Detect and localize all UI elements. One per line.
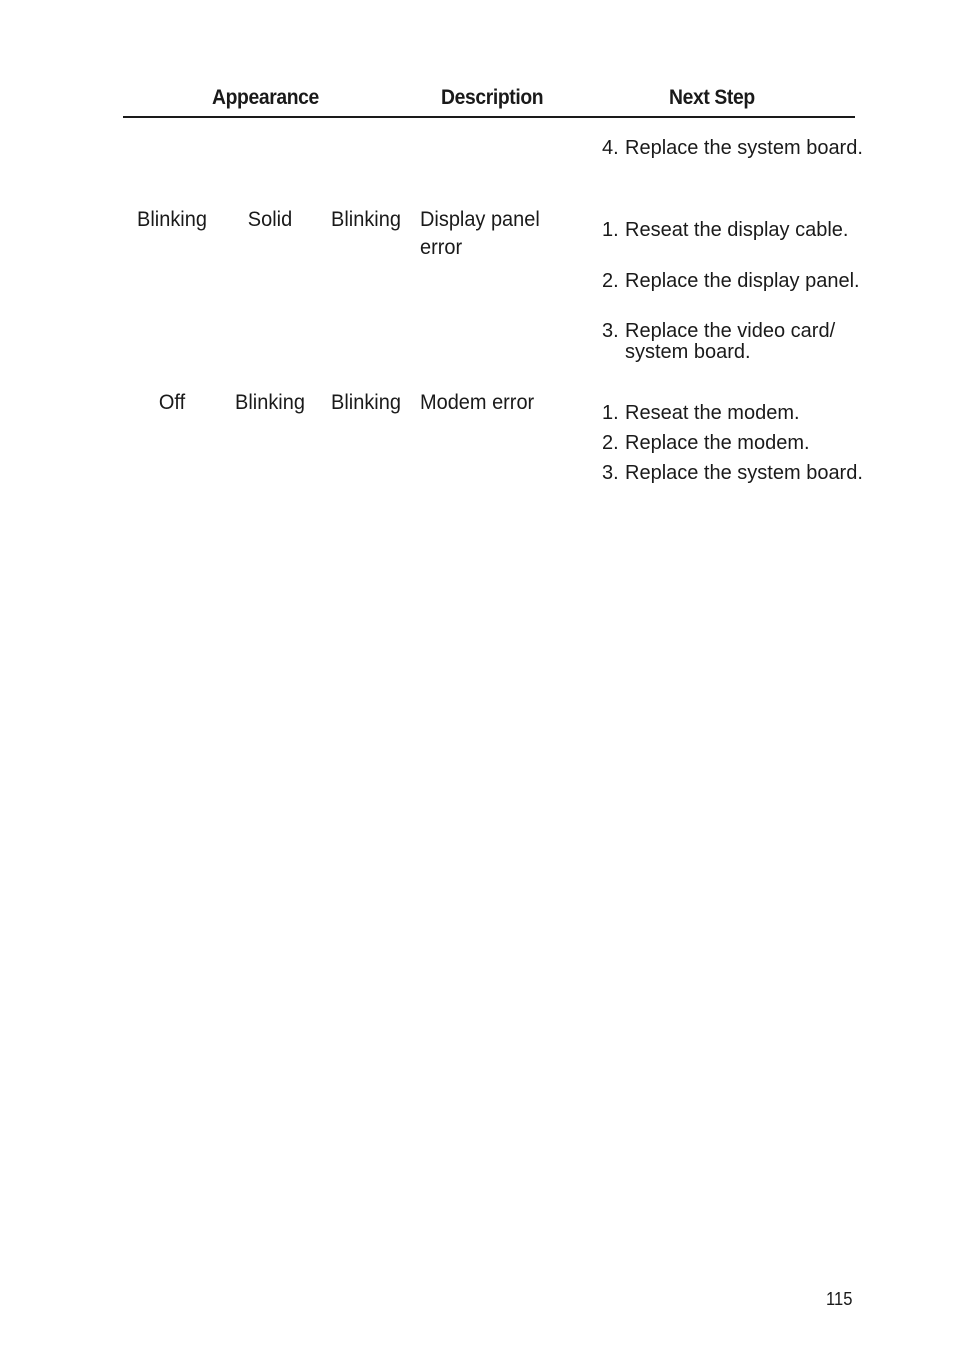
step-text: Replace the modem. xyxy=(625,432,810,454)
step-number: 1. xyxy=(602,402,619,424)
header-appearance: Appearance xyxy=(212,86,319,109)
step-text: Replace the system board. xyxy=(625,462,863,484)
row2-description: Modem error xyxy=(420,391,535,414)
step-number: 1. xyxy=(602,219,619,241)
row1-description-line2: error xyxy=(420,236,463,259)
step-number: 4. xyxy=(602,137,619,159)
step-text: Reseat the modem. xyxy=(625,402,800,424)
row1-description-line1: Display panel xyxy=(420,208,540,231)
step-number: 3. xyxy=(602,320,619,342)
row1-led3: Blinking xyxy=(331,208,401,231)
row1-led2: Solid xyxy=(247,208,293,231)
header-next-step: Next Step xyxy=(669,86,755,109)
step-text: Replace the system board. xyxy=(625,137,863,159)
step-number: 2. xyxy=(602,432,619,454)
page-number: 115 xyxy=(826,1289,853,1309)
row1-led1: Blinking xyxy=(137,208,207,231)
step-number: 2. xyxy=(602,270,619,292)
row2-led2: Blinking xyxy=(235,391,305,414)
header-rule xyxy=(123,116,855,118)
step-text: Replace the video card/ system board. xyxy=(625,320,836,363)
step-text: Replace the display panel. xyxy=(625,270,860,292)
row2-led1: Off xyxy=(158,391,186,414)
row2-led3: Blinking xyxy=(331,391,401,414)
step-number: 3. xyxy=(602,462,619,484)
header-description: Description xyxy=(441,86,544,109)
step-text: Reseat the display cable. xyxy=(625,219,849,241)
